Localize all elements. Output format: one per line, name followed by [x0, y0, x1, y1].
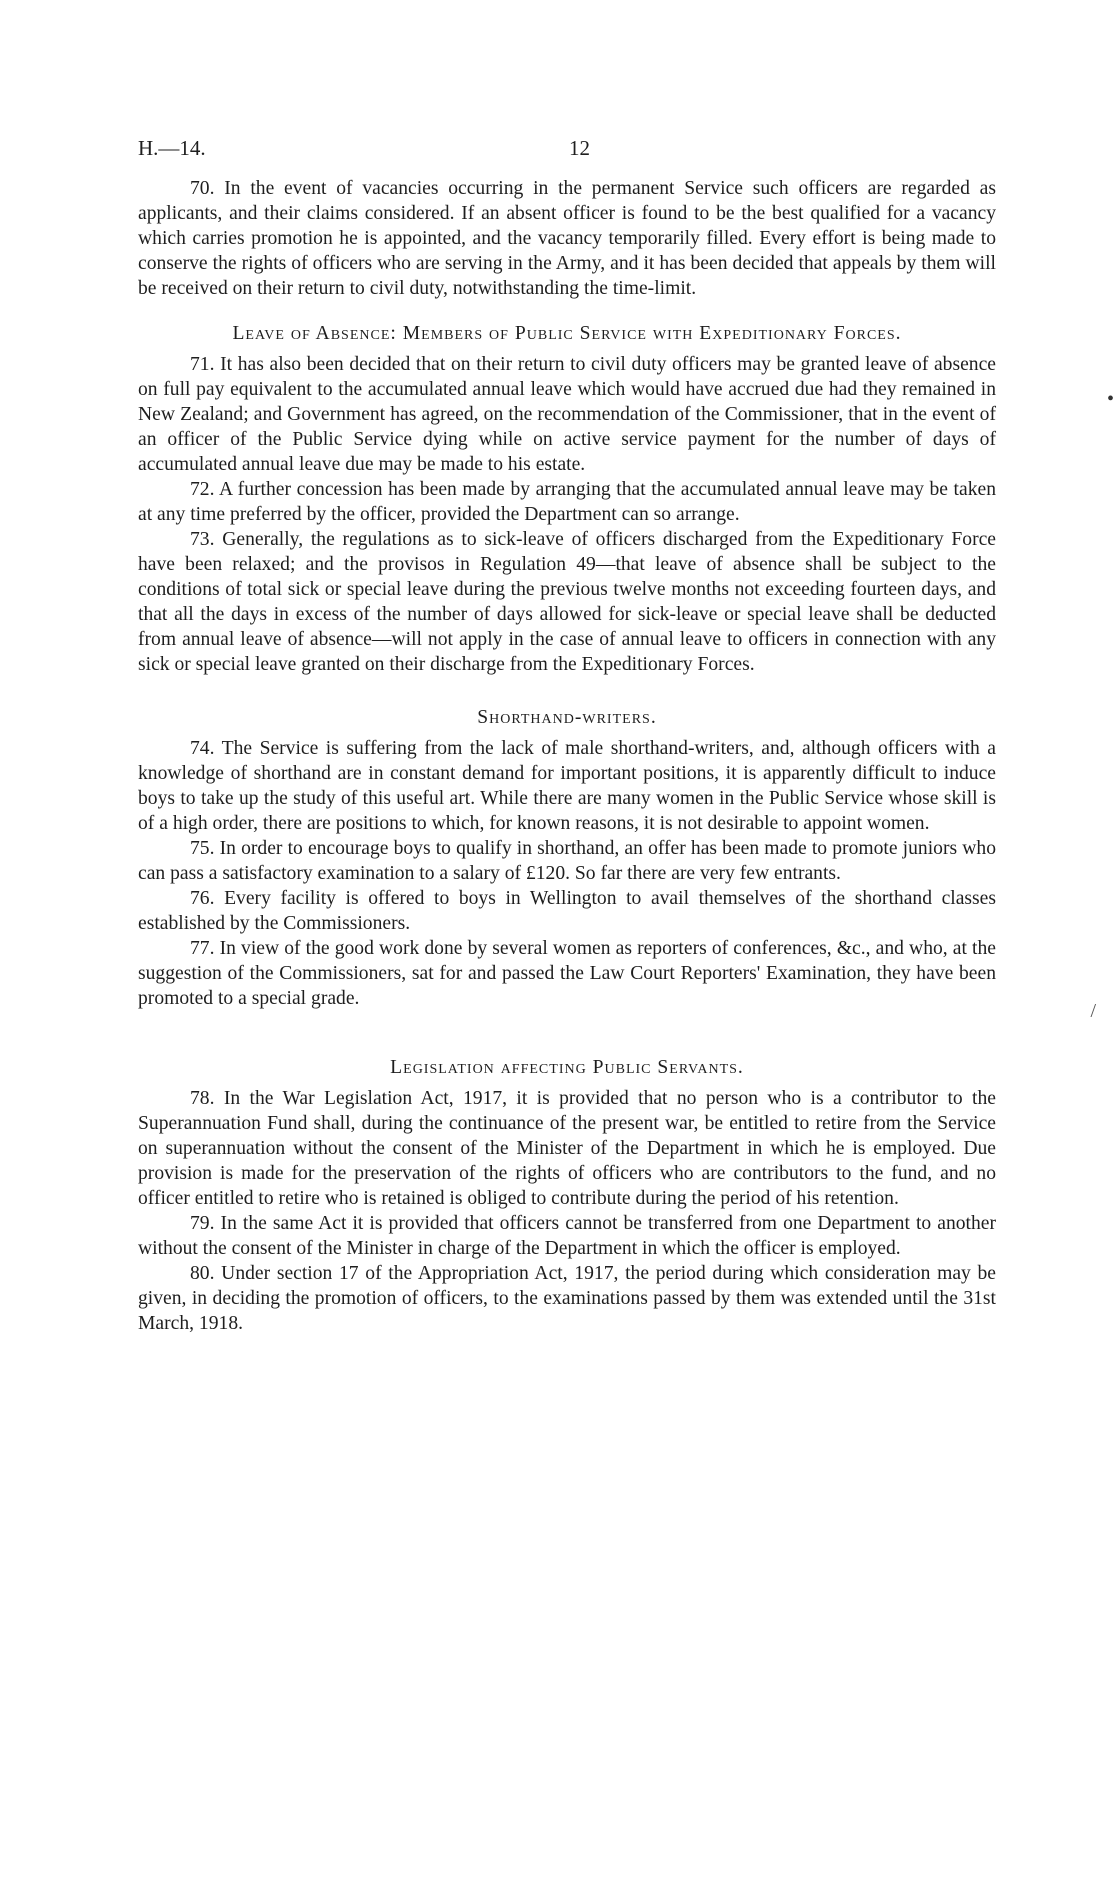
page-number: 12	[569, 136, 590, 160]
section-heading-shorthand-writers: Shorthand-writers.	[477, 707, 657, 728]
paragraph-70: 70. In the event of vacancies occurring in the permanent Service such officers are regarded as applicants, and their claims considered. If an absent officer is found to be the best qualified for a vacancy which carries promotion he is appointed, and the vacancy temporarily filled. Every effort is being made to conserve the rights of officers who are serving in the Army, and it has been decided that appeals by them will be received on their return to civil duty, notwithstanding the time-limit.	[138, 178, 996, 299]
section-heading-legislation: Legislation affecting Public Servants.	[390, 1057, 744, 1078]
paragraph-78: 78. In the War Legislation Act, 1917, it is provided that no person who is a contributor to the Superannuation Fund shall, during the continuance of the present war, be entitled to retire from the Service on superannuation without the consent of the Minister of the Department in which he is employed. Due provision is made for the preservation of the rights of officers who are contributors to the fund, and no officer entitled to retire who is retained is obliged to contribute during the period of his retention.	[138, 1088, 996, 1209]
margin-dot-mark: •	[1106, 388, 1114, 410]
document-page	[138, 136, 996, 1336]
margin-pencil-mark: /	[1090, 1000, 1096, 1022]
paragraph-77: 77. In view of the good work done by several women as reporters of conferences, &c., and who, at the suggestion of the Commissioners, sat for and passed the Law Court Reporters' Examination, they have been promoted to a special grade.	[138, 938, 996, 1009]
paragraph-79: 79. In the same Act it is provided that officers cannot be transferred from one Department to another without the consent of the Minister in charge of the Department in which the officer is employed.	[138, 1213, 996, 1259]
paragraph-75: 75. In order to encourage boys to qualify in shorthand, an offer has been made to promote juniors who can pass a satisfactory examination to a salary of £120. So far there are very few entrants.	[138, 838, 996, 884]
paragraph-76: 76. Every facility is offered to boys in Wellington to avail themselves of the shorthand classes established by the Commissioners.	[138, 888, 996, 934]
paragraph-80: 80. Under section 17 of the Appropriation Act, 1917, the period during which consideration may be given, in deciding the promotion of officers, to the examinations passed by them was extended until the 31st March, 1918.	[138, 1263, 996, 1334]
report-reference: H.—14.	[138, 136, 206, 160]
section-heading-leave-of-absence: Leave of Absence: Members of Public Service with Expeditionary Forces.	[232, 323, 902, 344]
paragraph-74: 74. The Service is suffering from the lack of male shorthand-writers, and, although officers with a knowledge of shorthand are in constant demand for important positions, it is apparently difficult to induce boys to take up the study of this useful art. While there are many women in the Public Service whose skill is of a high order, there are positions to which, for known reasons, it is not desirable to appoint women.	[138, 738, 996, 834]
paragraph-71: 71. It has also been decided that on their return to civil duty officers may be granted leave of absence on full pay equivalent to the accumulated annual leave which would have accrued due had they remained in New Zealand; and Government has agreed, on the recommendation of the Commissioner, that in the event of an officer of the Public Service dying while on active service payment for the number of days of accumulated annual leave due may be made to his estate.	[138, 354, 996, 475]
page-header	[138, 136, 996, 170]
paragraph-73: 73. Generally, the regulations as to sick-leave of officers discharged from the Expeditionary Force have been relaxed; and the provisos in Regulation 49—that leave of absence shall be subject to the conditions of total sick or special leave during the previous twelve months not exceeding fourteen days, and that all the days in excess of the number of days allowed for sick-leave or special leave shall be deducted from annual leave of absence—will not apply in the case of annual leave to officers in connection with any sick or special leave granted on their discharge from the Expeditionary Forces.	[138, 529, 996, 675]
paragraph-72: 72. A further concession has been made by arranging that the accumulated annual leave may be taken at any time preferred by the officer, provided the Department can so arrange.	[138, 479, 996, 525]
